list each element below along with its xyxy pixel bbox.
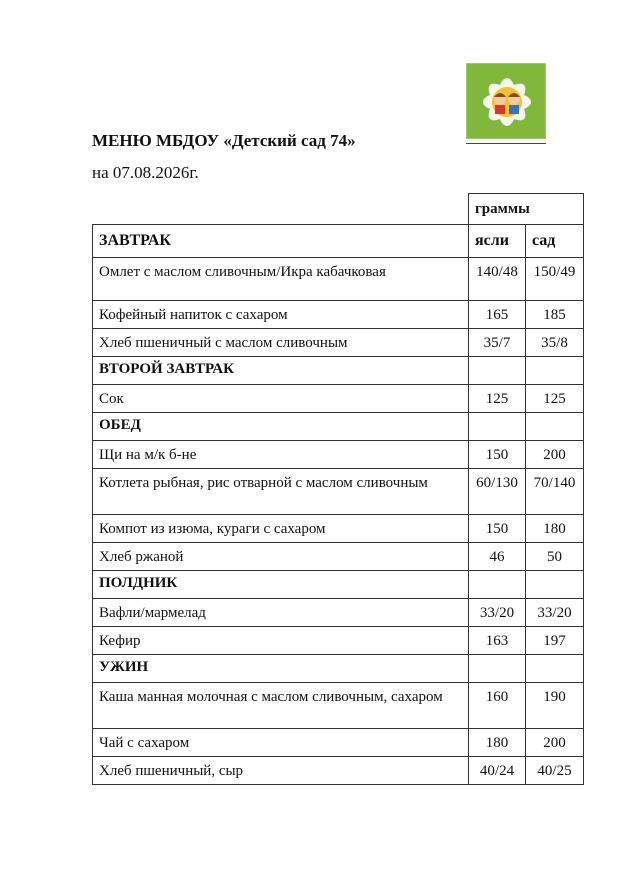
section-title: ПОЛДНИК bbox=[93, 571, 469, 599]
empty-cell bbox=[526, 357, 584, 385]
section-title: ОБЕД bbox=[93, 413, 469, 441]
dish-name: Чай с сахаром bbox=[93, 729, 469, 757]
dish-name: Вафли/мармелад bbox=[93, 599, 469, 627]
menu-date: на 07.08.2026г. bbox=[92, 163, 199, 182]
dish-name: Хлеб пшеничный с маслом сливочным bbox=[93, 329, 469, 357]
menu-item-row bbox=[93, 329, 584, 357]
nursery-grams: 150 bbox=[469, 441, 526, 469]
garden-grams: 185 bbox=[526, 301, 584, 329]
garden-grams: 197 bbox=[526, 627, 584, 655]
garden-grams: 125 bbox=[526, 385, 584, 413]
nursery-grams: 160 bbox=[469, 683, 526, 729]
garden-column-header: сад bbox=[526, 225, 584, 258]
garden-grams: 70/140 bbox=[526, 469, 584, 515]
section-row bbox=[93, 413, 584, 441]
dish-name: Омлет с маслом сливочным/Икра кабачковая bbox=[93, 258, 469, 301]
menu-item-row bbox=[93, 515, 584, 543]
empty-cell bbox=[526, 413, 584, 441]
nursery-grams: 46 bbox=[469, 543, 526, 571]
menu-item-row bbox=[93, 543, 584, 571]
logo-underline bbox=[466, 143, 546, 144]
garden-grams: 150/49 bbox=[526, 258, 584, 301]
dish-name: Хлеб пшеничный, сыр bbox=[93, 757, 469, 785]
garden-grams: 35/8 bbox=[526, 329, 584, 357]
page-title: МЕНЮ МБДОУ «Детский сад 74» bbox=[92, 131, 356, 150]
nursery-grams: 40/24 bbox=[469, 757, 526, 785]
menu-table bbox=[92, 193, 584, 785]
dish-name: Кофейный напиток с сахаром bbox=[93, 301, 469, 329]
section-row bbox=[93, 357, 584, 385]
garden-grams: 40/25 bbox=[526, 757, 584, 785]
dish-name: Сок bbox=[93, 385, 469, 413]
nursery-grams: 180 bbox=[469, 729, 526, 757]
dish-name: Щи на м/к б-не bbox=[93, 441, 469, 469]
garden-grams: 200 bbox=[526, 729, 584, 757]
section-row bbox=[93, 571, 584, 599]
dish-name: Котлета рыбная, рис отварной с маслом сливочным bbox=[93, 469, 469, 515]
nursery-grams: 163 bbox=[469, 627, 526, 655]
menu-item-row bbox=[93, 729, 584, 757]
menu-item-row bbox=[93, 385, 584, 413]
garden-grams: 180 bbox=[526, 515, 584, 543]
garden-grams: 200 bbox=[526, 441, 584, 469]
empty-cell bbox=[469, 357, 526, 385]
menu-item-row bbox=[93, 301, 584, 329]
menu-item-row bbox=[93, 627, 584, 655]
empty-cell bbox=[469, 571, 526, 599]
dish-name: Кефир bbox=[93, 627, 469, 655]
garden-grams: 50 bbox=[526, 543, 584, 571]
garden-grams: 190 bbox=[526, 683, 584, 729]
empty-cell bbox=[469, 655, 526, 683]
empty-cell bbox=[526, 571, 584, 599]
nursery-grams: 140/48 bbox=[469, 258, 526, 301]
nursery-grams: 150 bbox=[469, 515, 526, 543]
nursery-column-header: ясли bbox=[469, 225, 526, 258]
dish-name: Хлеб ржаной bbox=[93, 543, 469, 571]
menu-item-row bbox=[93, 599, 584, 627]
menu-item-row bbox=[93, 757, 584, 785]
dish-name: Компот из изюма, кураги с сахаром bbox=[93, 515, 469, 543]
nursery-grams: 125 bbox=[469, 385, 526, 413]
grams-header: граммы bbox=[469, 194, 584, 225]
section-title: ЗАВТРАК bbox=[93, 225, 469, 258]
menu-item-row bbox=[93, 441, 584, 469]
menu-item-row bbox=[93, 258, 584, 301]
section-title: ВТОРОЙ ЗАВТРАК bbox=[93, 357, 469, 385]
menu-item-row bbox=[93, 469, 584, 515]
kindergarten-flower-logo-icon bbox=[466, 63, 546, 139]
nursery-grams: 165 bbox=[469, 301, 526, 329]
menu-item-row bbox=[93, 683, 584, 729]
nursery-grams: 33/20 bbox=[469, 599, 526, 627]
section-row bbox=[93, 655, 584, 683]
garden-grams: 33/20 bbox=[526, 599, 584, 627]
grams-header-row bbox=[93, 194, 584, 225]
empty-header-cell bbox=[93, 194, 469, 225]
nursery-grams: 35/7 bbox=[469, 329, 526, 357]
nursery-grams: 60/130 bbox=[469, 469, 526, 515]
section-row bbox=[93, 225, 584, 258]
empty-cell bbox=[469, 413, 526, 441]
empty-cell bbox=[526, 655, 584, 683]
dish-name: Каша манная молочная с маслом сливочным, сахаром bbox=[93, 683, 469, 729]
section-title: УЖИН bbox=[93, 655, 469, 683]
